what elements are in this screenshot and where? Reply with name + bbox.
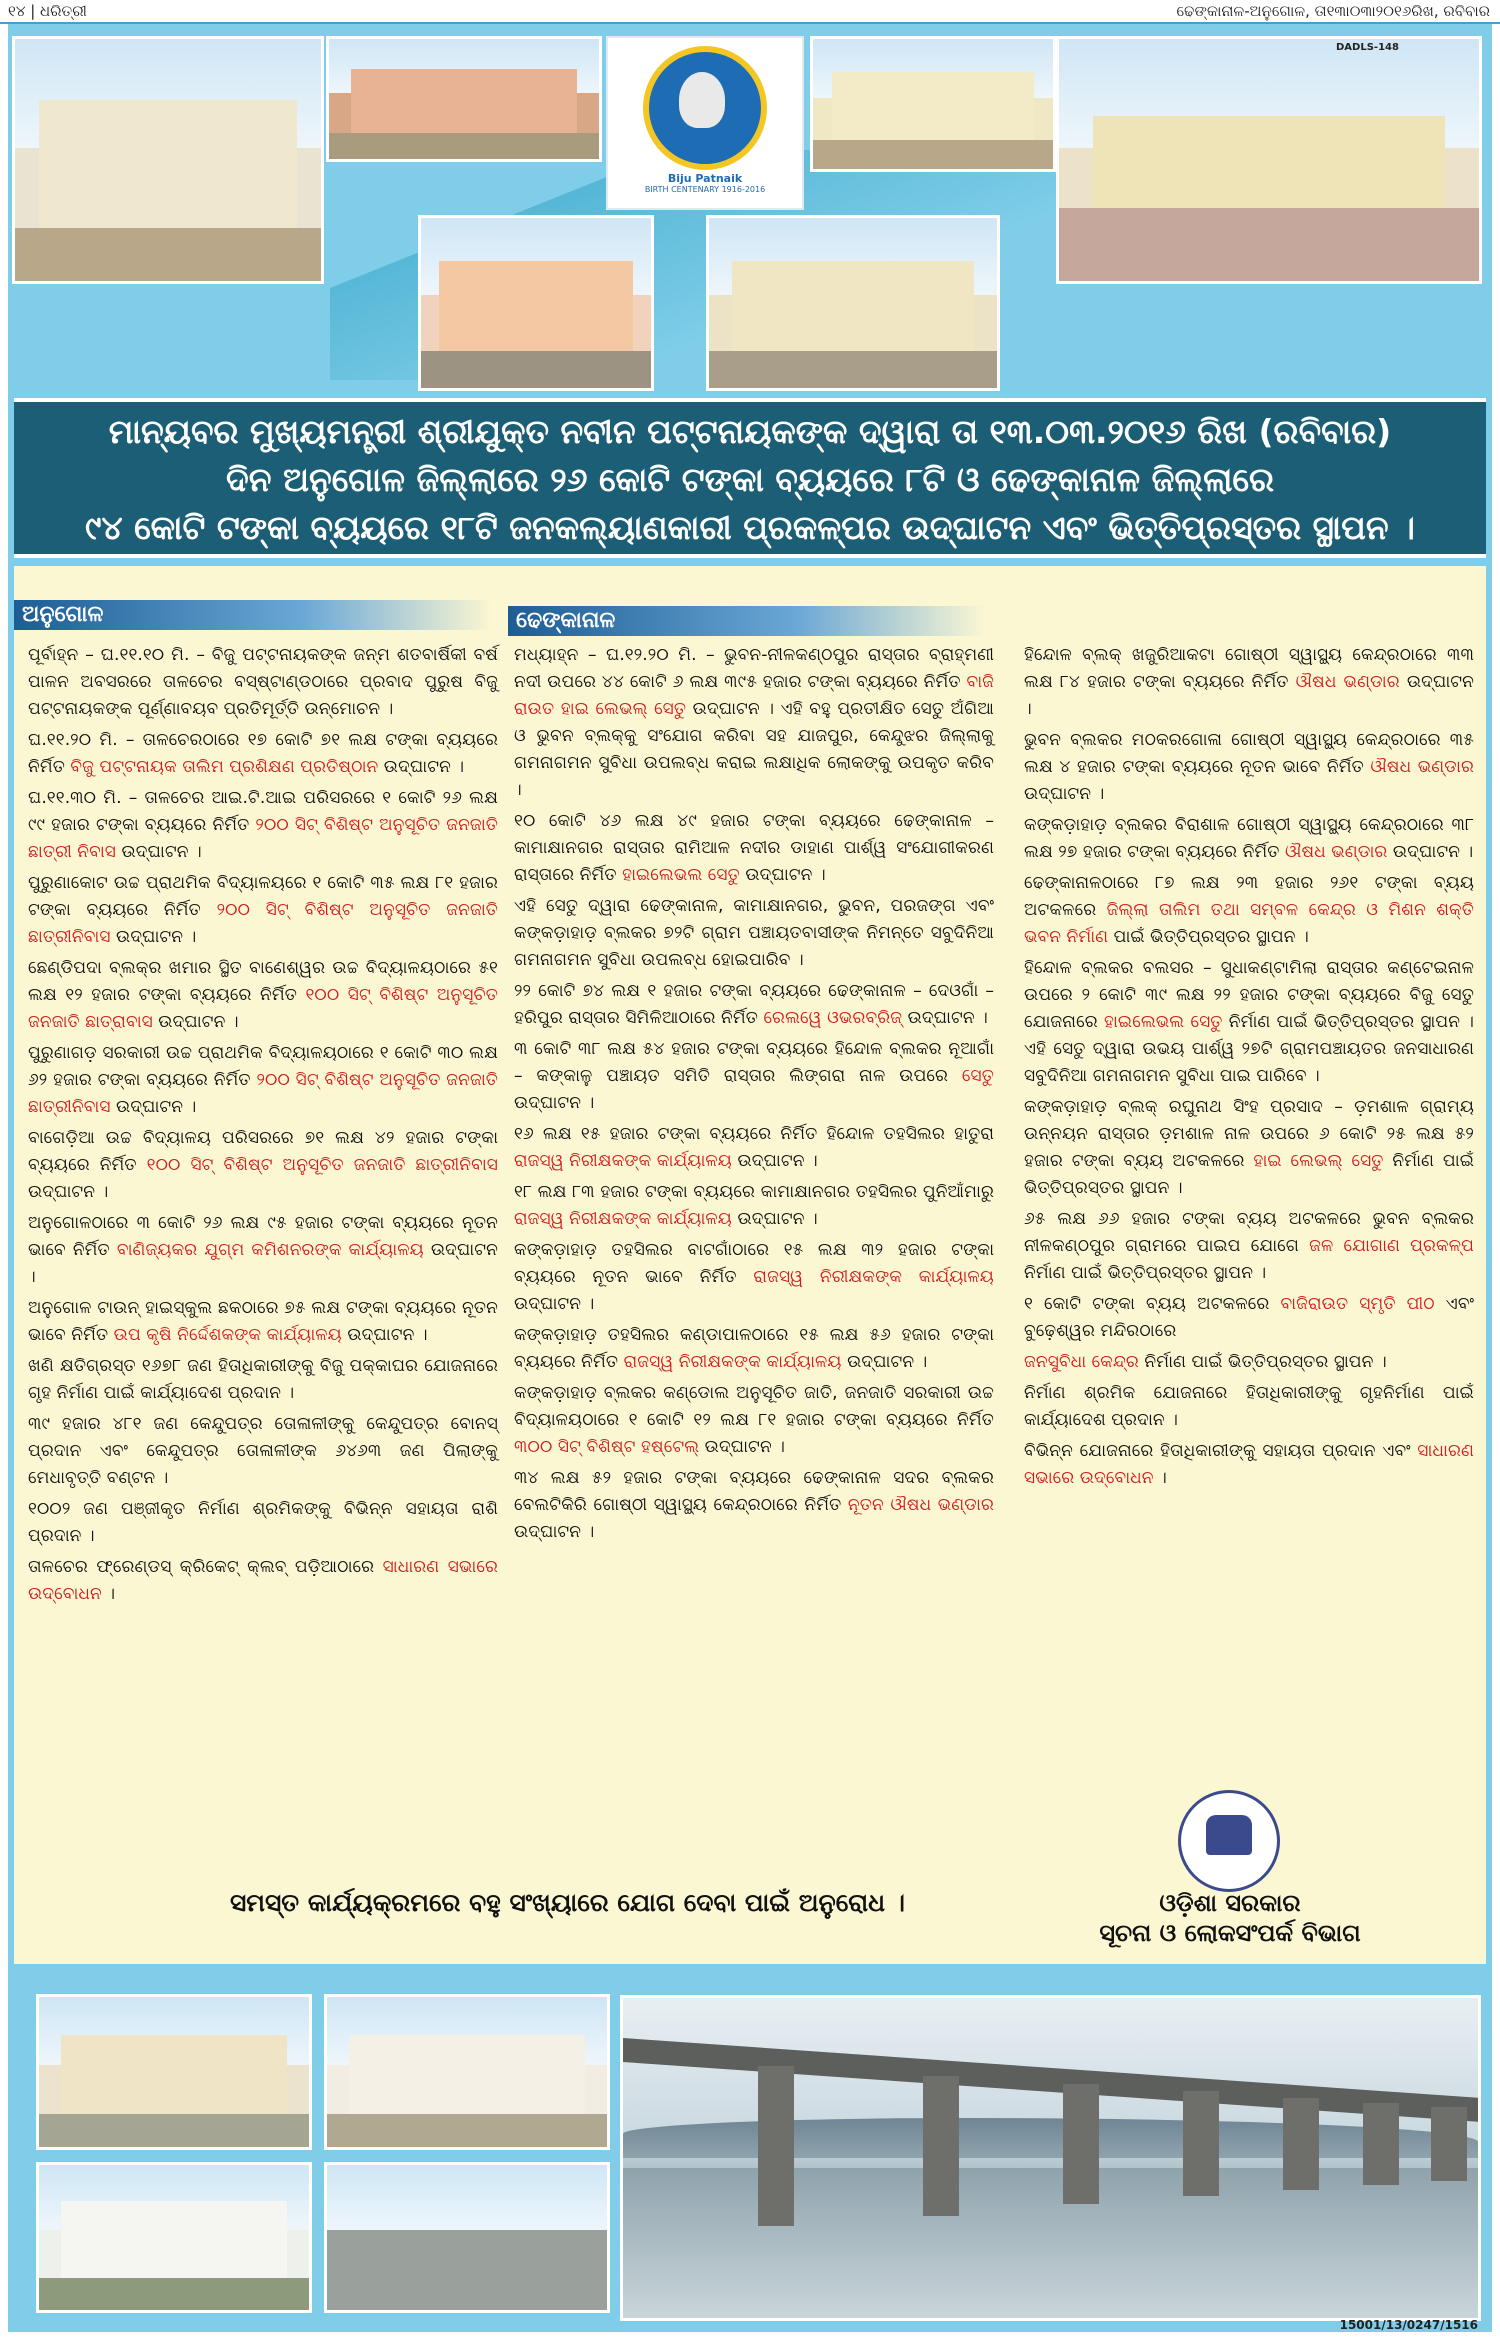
item-text: ପାଇଁ ଭିତ୍ତିପ୍ରସ୍ତର ସ୍ଥାପନ ।	[1108, 927, 1309, 947]
item-text: ଭୁବନ ବ୍ଲକର ମଠକରଗୋଳା ଗୋଷ୍ଠୀ ସ୍ୱାସ୍ଥ୍ୟ କେନ୍ଦ୍ରଠାରେ ୩୫ ଲକ୍ଷ ୪ ହଜାର ଟଙ୍କା ବ୍ୟୟରେ ନୂତନ ଭାବେ ନିର୍ମିତ	[1024, 730, 1474, 777]
item-text: ତାଳଚେର ଫ୍ରେଣ୍ଡସ୍ କ୍ରିକେଟ୍ କ୍ଲବ୍ ପଡ଼ିଆଠାରେ	[28, 1557, 383, 1577]
item-text: ଉଦ୍‌ଘାଟନ ।	[699, 1437, 785, 1457]
item-text: ଢେଙ୍କାନାଳଠାରେ ୮୭ ଲକ୍ଷ ୨୩ ହଜାର ୨୬୧ ଟଙ୍କା ବ୍ୟୟ ଅଟକଳରେ	[1024, 873, 1474, 920]
list-item	[514, 1121, 994, 1175]
item-text: ୩ କୋଟି ୩୮ ଲକ୍ଷ ୫୪ ହଜାର ଟଙ୍କା ବ୍ୟୟରେ ହିନ୍ଦୋଳ ବ୍ଲକର ନୂଆଗାଁ – କଙ୍କାଳୁ ପଞ୍ଚାୟତ ସମିତି ରାସ୍ତାର ଲିଙ୍ଗରା ନାଳ ଉପରେ	[514, 1039, 994, 1086]
item-text: କଙ୍କଡ଼ାହାଡ଼ ବ୍ଲକ୍ ରଘୁନାଥ ସିଂହ ପ୍ରସାଦ – ଡ଼ମଶାଳ ଗ୍ରାମ୍ୟ ଉନ୍ନୟନ ରାସ୍ତାର ଡ଼ମଶାଳ ନାଳ ଉପରେ ୬ କୋଟି ୨୫ ଲକ୍ଷ ୫୨ ହଜାର ଟଙ୍କା ବ୍ୟୟ ଅଟକଳରେ	[1024, 1097, 1474, 1171]
photo-building-6	[36, 1994, 312, 2150]
item-text: ଉଦ୍‌ଘାଟନ ।	[110, 927, 197, 947]
list-item	[514, 893, 994, 974]
headline-line-2: ଦିନ ଅନୁଗୋଳ ଜିଲ୍ଲାରେ ୨୬ କୋଟି ଟଙ୍କା ବ୍ୟୟରେ ୮ଟି ଓ ଢେଙ୍କାନାଳ ଜିଲ୍ଲାରେ	[226, 460, 1274, 499]
highlight-text: ୧୦୦ ସିଟ୍ ବିଶିଷ୍ଟ ଅନୁସୂଚିତ ଜନଜାତି ଛାତ୍ରାବାସ	[28, 985, 498, 1032]
department-name: ସୂଚନା ଓ ଲୋକସଂପର୍କ ବିଭାଗ	[1099, 1919, 1361, 1947]
highlight-text: ଜନସୁବିଧା କେନ୍ଦ୍ର	[1024, 1352, 1139, 1372]
highlight-text: ରାଜସ୍ୱ ନିରୀକ୍ଷକଙ୍କ କାର୍ଯ୍ୟାଳୟ	[623, 1352, 842, 1372]
highlight-text: ନୂତନ ଔଷଧ ଭଣ୍ଡାର	[847, 1495, 994, 1515]
item-text: ଏବଂ ବୁଢ଼େଶ୍ୱର ମନ୍ଦିରଠାରେ	[1024, 1294, 1474, 1341]
item-text: ଅନୁଗୋଳ ଟାଉନ୍ ହାଇସ୍କୁଲ ଛକଠାରେ ୭୫ ଲକ୍ଷ ଟଙ୍କା ବ୍ୟୟରେ ନୂତନ ଭାବେ ନିର୍ମିତ	[28, 1298, 498, 1345]
highlight-text: ୩୦୦ ସିଟ୍ ବିଶିଷ୍ଟ ହଷ୍ଟେଲ୍	[514, 1437, 700, 1457]
ad-code: DADLS-148	[1336, 42, 1399, 53]
item-text: ନିର୍ମାଣ ପାଇଁ ଭିତ୍ତିପ୍ରସ୍ତର ସ୍ଥାପନ ।	[1024, 1151, 1474, 1198]
item-text: ଘ.୧୧.୩୦ ମି. – ତାଳଚେର ଆଇ.ଟି.ଆଇ ପରିସରରେ ୧ କୋଟି ୨୬ ଲକ୍ଷ ୯୯ ହଜାର ଟଙ୍କା ବ୍ୟୟରେ ନିର୍ମିତ	[28, 788, 498, 835]
list-item	[1024, 1349, 1474, 1376]
item-text: ବିଭିନ୍ନ ଯୋଜନାରେ ହିତାଧିକାରୀଙ୍କୁ ସହାୟତା ପ୍ରଦାନ ଏବଂ	[1024, 1441, 1418, 1461]
list-item	[1024, 1206, 1474, 1287]
list-item	[28, 1411, 498, 1492]
item-text: ଛେଣ୍ଡିପଦା ବ୍ଲକ୍‌ର ଖମାର ସ୍ଥିତ ବାଣେଶ୍ୱର ଉଚ୍ଚ ବିଦ୍ୟାଳୟଠାରେ ୫୧ ଲକ୍ଷ ୧୨ ହଜାର ଟଙ୍କା ବ୍ୟୟରେ ନିର୍ମିତ	[28, 958, 498, 1005]
highlight-text: ରାଜସ୍ୱ ନିରୀକ୍ଷକଙ୍କ କାର୍ଯ୍ୟାଳୟ	[514, 1151, 732, 1171]
list-item	[514, 1237, 994, 1318]
item-text: ପୂର୍ବାହ୍ନ – ଘ.୧୧.୧୦ ମି. – ବିଜୁ ପଟ୍ଟନାୟକଙ୍କ ଜନ୍ମ ଶତବାର୍ଷିକୀ ବର୍ଷ ପାଳନ ଅବସରରେ ତାଳଚେର ବସ୍‌ଷ୍ଟାଣ୍ଡଠାରେ ପ୍ରବାଦ ପୁରୁଷ ବିଜୁ ପଟ୍ଟନାୟକଙ୍କ ପୂର୍ଣ୍ଣାବୟବ ପ୍ରତିମୂର୍ତ୍ତି ଉନ୍ମୋଚନ ।	[28, 645, 498, 719]
item-text: କଙ୍କଡ଼ାହାଡ଼ ତହସିଲର ବାଟଗାଁଠାରେ ୧୫ ଲକ୍ଷ ୩୨ ହଜାର ଟଙ୍କା ବ୍ୟୟରେ ନୂତନ ଭାବେ ନିର୍ମିତ	[514, 1240, 994, 1287]
list-item	[1024, 812, 1474, 866]
item-text: ଉଦ୍‌ଘାଟନ ।	[1024, 784, 1105, 804]
list-item	[28, 1125, 498, 1206]
dhenkanal-column-1	[514, 642, 994, 1550]
item-text: ୧୦ କୋଟି ୪୬ ଲକ୍ଷ ୪୯ ହଜାର ଟଙ୍କା ବ୍ୟୟରେ ଢେଙ୍କାନାଳ – କାମାକ୍ଷାନଗର ରାସ୍ତାର ରାମିଆଳ ନଦୀର ଡାହାଣ ପାର୍ଶ୍ୱ ସଂଯୋଗୀକରଣ ରାସ୍ତାରେ ନିର୍ମିତ	[514, 811, 994, 885]
item-text: ୧୮ ଲକ୍ଷ ୮୩ ହଜାର ଟଙ୍କା ବ୍ୟୟରେ କାମାକ୍ଷାନଗର ତହସିଲର ପୁନିଆଁମାରୁ	[514, 1182, 994, 1202]
logo-name: Biju Patnaik	[667, 172, 743, 185]
item-text: କଙ୍କଡ଼ାହାଡ଼ ବ୍ଲକର ବିରାଶାଳ ଗୋଷ୍ଠୀ ସ୍ୱାସ୍ଥ୍ୟ କେନ୍ଦ୍ରଠାରେ ୩୮ ଲକ୍ଷ ୨୭ ହଜାର ଟଙ୍କା ବ୍ୟୟରେ ନିର୍ମିତ	[1024, 815, 1474, 862]
highlight-text: ବିଜୁ ପଟ୍ଟନାୟକ ତାଲିମ ପ୍ରଶିକ୍ଷଣ ପ୍ରତିଷ୍ଠାନ	[70, 757, 379, 777]
dateline: ଢେଙ୍କାନାଳ-ଅନୁଗୋଳ, ତା୧୩ା୦୩ା୨୦୧୬ରିଖ, ରବିବାର	[1176, 2, 1490, 20]
dhenkanal-heading: ଢେଙ୍କାନାଳ	[508, 606, 986, 636]
dhenkanal-column-2	[1024, 642, 1474, 1496]
list-item	[514, 642, 994, 804]
odisha-government-emblem	[1178, 1790, 1280, 1892]
list-item	[514, 1179, 994, 1233]
list-item	[1024, 870, 1474, 951]
highlight-text: ଔଷଧ ଭଣ୍ଡାର	[1295, 672, 1400, 692]
photo-building-3	[810, 36, 1056, 172]
item-text: ଉଦ୍‌ଘାଟନ ।	[902, 1008, 988, 1028]
photo-building-8	[36, 2162, 312, 2313]
list-item	[1024, 1094, 1474, 1202]
list-item	[514, 1322, 994, 1376]
photo-building-4	[418, 215, 654, 391]
highlight-text: ଜିଲ୍ଲା ତାଲିମ ତଥା ସମ୍ବଳ କେନ୍ଦ୍ର ଓ ମିଶନ ଶକ୍ତି ଭବନ ନିର୍ମାଣ	[1024, 900, 1474, 947]
headline-line-1: ମାନ୍ୟବର ମୁଖ୍ୟମନ୍ତ୍ରୀ ଶ୍ରୀଯୁକ୍ତ ନବୀନ ପଟ୍ଟନାୟକଙ୍କ ଦ୍ୱାରା ତା ୧୩.୦୩.୨୦୧୬ ରିଖ (ରବିବାର)	[108, 412, 1392, 451]
photo-building-7	[324, 1994, 610, 2150]
item-text: ୩୯ ହଜାର ୪୮୧ ଜଣ କେନ୍ଦୁପତ୍ର ତୋଳାଳୀଙ୍କୁ କେନ୍ଦୁପତ୍ର ବୋନସ୍ ପ୍ରଦାନ ଏବଂ କେନ୍ଦୁପତ୍ର ତୋଳାଳୀଙ୍କ ୬୪୬୩ ଜଣ ପିଲାଙ୍କୁ ମେଧାବୃତ୍ତି ବଣ୍ଟନ ।	[28, 1414, 498, 1488]
highlight-text: ବାଣିଜ୍ୟକର ଯୁଗ୍ମ କମିଶନରଙ୍କ କାର୍ଯ୍ୟାଳୟ	[116, 1240, 424, 1260]
highlight-text: ୨୦୦ ସିଟ୍ ବିଶିଷ୍ଟ ଅନୁସୂଚିତ ଜନଜାତି ଛାତ୍ରୀନିବାସ	[28, 1070, 498, 1117]
item-text: ଘ.୧୧.୨୦ ମି. – ତାଳଚେରଠାରେ ୧୭ କୋଟି ୭୧ ଲକ୍ଷ ଟଙ୍କା ବ୍ୟୟରେ ନିର୍ମିତ	[28, 730, 498, 777]
item-text: ଉଦ୍‌ଘାଟନ ।	[514, 1294, 595, 1314]
item-text: ଉଦ୍‌ଘାଟନ ।	[378, 757, 465, 777]
item-text: ୩୪ ଲକ୍ଷ ୫୨ ହଜାର ଟଙ୍କା ବ୍ୟୟରେ ଢେଙ୍କାନାଳ ସଦର ବ୍ଲକର ବେଲଟିକିରି ଗୋଷ୍ଠୀ ସ୍ୱାସ୍ଥ୍ୟ କେନ୍ଦ୍ରଠାରେ ନିର୍ମିତ	[514, 1468, 994, 1515]
list-item	[1024, 727, 1474, 808]
highlight-text: ୨୦୦ ସିଟ୍ ବିଶିଷ୍ଟ ଅନୁସୂଚିତ ଜନଜାତି ଛାତ୍ରୀନିବାସ	[28, 900, 498, 947]
highlight-text: ହାଇଲେଭଲ ସେତୁ	[1103, 1012, 1223, 1032]
highlight-text: ସାଧାରଣ ସଭାରେ ଉଦ୍‌ବୋଧନ	[28, 1557, 498, 1604]
item-text: ଉଦ୍‌ଘାଟନ ।	[341, 1325, 428, 1345]
item-text: ଏହି ସେତୁ ଦ୍ୱାରା ଢେଙ୍କାନାଳ, କାମାକ୍ଷାନଗର, ଭୁବନ, ପରଜଙ୍ଗ ଏବଂ କଙ୍କଡ଼ାହାଡ଼ ବ୍ଲକର ୭୨ଟି ଗ୍ରାମ ପଞ୍ଚାୟତବାସୀଙ୍କ ନିମନ୍ତେ ସବୁଦିନିଆ ଗମନାଗମନ ସୁବିଧା ଉପଲବ୍ଧ ହୋଇପାରିବ ।	[514, 896, 994, 970]
list-item	[514, 1380, 994, 1461]
item-text: ଉଦ୍‌ଘାଟନ ।	[1024, 672, 1474, 719]
item-text: ଉଦ୍‌ଘାଟନ । ଏହି ବହୁ ପ୍ରତୀକ୍ଷିତ ସେତୁ ଅଁଗିଆ ଓ ଭୁବନ ବ୍ଲକ୍‌କୁ ସଂଯୋଗ କରିବା ସହ ଯାଜପୁର, କେନ୍ଦୁଝର ଜିଲ୍ଲାକୁ ଗମନାଗମନ ସୁବିଧା ଉପଲବ୍ଧ କରାଇ ଲକ୍ଷାଧିକ ଲୋକଙ୍କୁ ଉପକୃତ କରିବ ।	[514, 699, 994, 800]
item-text: ଉଦ୍‌ଘାଟନ ।	[1387, 842, 1474, 862]
item-text: ଉଦ୍‌ଘାଟନ ।	[116, 842, 202, 862]
item-text: ଉଦ୍‌ଘାଟନ ।	[732, 1209, 818, 1229]
item-text: ଉଦ୍‌ଘାଟନ ।	[110, 1097, 197, 1117]
item-text: ୧୦୦୨ ଜଣ ପଞ୍ଜୀକୃତ ନିର୍ମାଣ ଶ୍ରମିକଙ୍କୁ ବିଭିନ୍ନ ସହାୟତା ରାଶି ପ୍ରଦାନ ।	[28, 1499, 498, 1546]
headline-banner	[14, 398, 1486, 558]
item-text: ପୁରୁଣାକୋଟ ଉଚ୍ଚ ପ୍ରାଥମିକ ବିଦ୍ୟାଳୟରେ ୧ କୋଟି ୩୫ ଲକ୍ଷ ୮୧ ହଜାର ଟଙ୍କା ବ୍ୟୟରେ ନିର୍ମିତ	[28, 873, 498, 920]
item-text: ଅନୁଗୋଳଠାରେ ୩ କୋଟି ୨୬ ଲକ୍ଷ ୯୫ ହଜାର ଟଙ୍କା ବ୍ୟୟରେ ନୂତନ ଭାବେ ନିର୍ମିତ	[28, 1213, 498, 1260]
list-item	[514, 808, 994, 889]
item-text: ।	[101, 1584, 116, 1604]
page-number: ୧୪ | ଧରିତ୍ରୀ	[8, 2, 87, 20]
item-text: ବାଗେଡ଼ିଆ ଉଚ୍ଚ ବିଦ୍ୟାଳୟ ପରିସରରେ ୭୧ ଲକ୍ଷ ୪୨ ହଜାର ଟଙ୍କା ବ୍ୟୟରେ ନିର୍ମିତ	[28, 1128, 498, 1175]
list-item	[28, 1353, 498, 1407]
logo-emblem	[643, 46, 767, 170]
ad-reference: 15001/13/0247/1516	[1339, 2318, 1478, 2332]
item-text: ହିନ୍ଦୋଳ ବ୍ଲକର ବଲସର – ସୁଧାକଣ୍ଟାମିଲା ରାସ୍ତାର କଣ୍ଟେଇନାଳ ଉପରେ ୨ କୋଟି ୩୯ ଲକ୍ଷ ୨୨ ହଜାର ଟଙ୍କା ବ୍ୟୟରେ ବିଜୁ ସେତୁ ଯୋଜନାରେ	[1024, 958, 1474, 1032]
item-text: ଉଦ୍‌ଘାଟନ ।	[514, 1522, 595, 1542]
item-text: ଉଦ୍‌ଘାଟନ ।	[152, 1012, 239, 1032]
list-item	[514, 1465, 994, 1546]
highlight-text: ସେତୁ	[961, 1066, 994, 1086]
item-text: ୨୨ କୋଟି ୭୪ ଲକ୍ଷ ୧ ହଜାର ଟଙ୍କା ବ୍ୟୟରେ ଢେଙ୍କାନାଳ – ଦେଓଗାଁ – ହରିପୁର ରାସ୍ତାର ସିମିଳିଆଠାରେ ନିର୍ମିତ	[514, 981, 994, 1028]
highlight-text: ହାଇ ଲେଭଲ୍ ସେତୁ	[1253, 1151, 1384, 1171]
item-text: ଉଦ୍‌ଘାଟନ ।	[514, 1093, 595, 1113]
item-text: ପୁରୁଣାଗଡ଼ ସରକାରୀ ଉଚ୍ଚ ପ୍ରାଥମିକ ବିଦ୍ୟାଳୟଠାରେ ୧ କୋଟି ୩୦ ଲକ୍ଷ ୬୨ ହଜାର ଟଙ୍କା ବ୍ୟୟରେ ନିର୍ମିତ	[28, 1043, 498, 1090]
highlight-text: ରେଲୱେ ଓଭରବ୍ରିଜ୍	[763, 1008, 903, 1028]
photo-building-1	[12, 36, 324, 284]
item-text: ମଧ୍ୟାହ୍ନ – ଘ.୧୨.୨୦ ମି. – ଭୁବନ-ନୀଳକଣ୍ଠପୁର ରାସ୍ତାର ବ୍ରାହ୍ମଣୀ ନଦୀ ଉପରେ ୪୪ କୋଟି ୬ ଲକ୍ଷ ୩୯୫ ହଜାର ଟଙ୍କା ବ୍ୟୟରେ ନିର୍ମିତ	[514, 645, 994, 692]
item-text: ଉଦ୍‌ଘାଟନ ।	[841, 1352, 928, 1372]
item-text: ଉଦ୍‌ଘାଟନ ।	[739, 865, 826, 885]
list-item	[28, 1496, 498, 1550]
highlight-text: ୧୦୦ ସିଟ୍ ବିଶିଷ୍ଟ ଅନୁସୂଚିତ ଜନଜାତି ଛାତ୍ରୀନିବାସ	[146, 1155, 498, 1175]
item-text: ନିର୍ମାଣ ପାଇଁ ଭିତ୍ତିପ୍ରସ୍ତର ସ୍ଥାପନ । ଏହି ସେତୁ ଦ୍ୱାରା ଉଭୟ ପାର୍ଶ୍ୱ ୨୭ଟି ଗ୍ରାମପଞ୍ଚାୟତର ଜନସାଧାରଣ ସବୁଦିନିଆ ଗମନାଗମନ ସୁବିଧା ପାଇ ପାରିବେ ।	[1024, 1012, 1474, 1086]
list-item	[1024, 1380, 1474, 1434]
item-text: ହିନ୍ଦୋଳ ବ୍ଲକ୍ ଖଜୁରିଆକଟା ଗୋଷ୍ଠୀ ସ୍ୱାସ୍ଥ୍ୟ କେନ୍ଦ୍ରଠାରେ ୩୩ ଲକ୍ଷ ୮୪ ହଜାର ଟଙ୍କା ବ୍ୟୟରେ ନିର୍ମିତ	[1024, 645, 1474, 692]
list-item	[28, 642, 498, 723]
photo-institute	[1056, 36, 1482, 284]
highlight-text: ରାଜସ୍ୱ ନିରୀକ୍ଷକଙ୍କ କାର୍ଯ୍ୟାଳୟ	[514, 1209, 732, 1229]
item-text: ନିର୍ମାଣ ଶ୍ରମିକ ଯୋଜନାରେ ହିତାଧିକାରୀଙ୍କୁ ଗୃହନିର୍ମାଣ ପାଇଁ କାର୍ଯ୍ୟାଦେଶ ପ୍ରଦାନ ।	[1024, 1383, 1474, 1430]
item-text: କଙ୍କଡ଼ାହାଡ଼ ତହସିଲର କଣ୍ଡାପାଳଠାରେ ୧୫ ଲକ୍ଷ ୫୬ ହଜାର ଟଙ୍କା ବ୍ୟୟରେ ନିର୍ମିତ	[514, 1325, 994, 1372]
highlight-text: ସାଧାରଣ ସଭାରେ ଉଦ୍‌ବୋଧନ	[1024, 1441, 1474, 1488]
highlight-text: ଔଷଧ ଭଣ୍ଡାର	[1284, 842, 1388, 862]
list-item	[28, 1040, 498, 1121]
appeal-text: ସମସ୍ତ କାର୍ଯ୍ୟକ୍ରମରେ ବହୁ ସଂଖ୍ୟାରେ ଯୋଗ ଦେବା ପାଇଁ ଅନୁରୋଧ ।	[230, 1888, 906, 1917]
highlight-text: ଜଳ ଯୋଗାଣ ପ୍ରକଳ୍ପ	[1309, 1236, 1474, 1256]
item-text: ୬୫ ଲକ୍ଷ ୬୬ ହଜାର ଟଙ୍କା ବ୍ୟୟ ଅଟକଳରେ ଭୁବନ ବ୍ଲକର ନୀଳକଣ୍ଠପୁର ଗ୍ରାମରେ ପାଇପ ଯୋଗେ	[1024, 1209, 1474, 1256]
highlight-text: ହାଇଲେଭଲ ସେତୁ	[622, 865, 740, 885]
list-item	[28, 955, 498, 1036]
list-item	[1024, 1291, 1474, 1345]
item-text: ଉଦ୍‌ଘାଟନ ।	[28, 1240, 498, 1287]
government-name: ଓଡ଼ିଶା ସରକାର	[1159, 1889, 1301, 1917]
highlight-text: ରାଜସ୍ୱ ନିରୀକ୍ଷକଙ୍କ କାର୍ଯ୍ୟାଳୟ	[753, 1267, 994, 1287]
highlight-text: ବାଜିରାଉତ ସ୍ମୃତି ପୀଠ	[1280, 1294, 1435, 1314]
item-text: ୧ କୋଟି ଟଙ୍କା ବ୍ୟୟ ଅଟକଳରେ	[1024, 1294, 1281, 1314]
biju-centenary-logo	[606, 36, 804, 210]
item-text: ଉଦ୍‌ଘାଟନ ।	[28, 1182, 109, 1202]
angul-heading: ଅନୁଗୋଳ	[14, 600, 492, 630]
item-text: ନିର୍ମାଣ ପାଇଁ ଭିତ୍ତିପ୍ରସ୍ତର ସ୍ଥାପନ ।	[1024, 1263, 1267, 1283]
item-text: ଖଣି କ୍ଷତିଗ୍ରସ୍ତ ୧୬୭୮ ଜଣ ହିତାଧିକାରୀଙ୍କୁ ବିଜୁ ପକ୍କାଘର ଯୋଜନାରେ ଗୃହ ନିର୍ମାଣ ପାଇଁ କାର୍ଯ୍ୟାଦେଶ ପ୍ରଦାନ ।	[28, 1356, 498, 1403]
list-item	[1024, 642, 1474, 723]
list-item	[28, 1554, 498, 1608]
highlight-text: ଉପ କୃଷି ନିର୍ଦ୍ଦେଶକଙ୍କ କାର୍ଯ୍ୟାଳୟ	[113, 1325, 342, 1345]
item-text: ନିର୍ମାଣ ପାଇଁ ଭିତ୍ତିପ୍ରସ୍ତର ସ୍ଥାପନ ।	[1138, 1352, 1387, 1372]
list-item	[28, 1295, 498, 1349]
government-credit	[1080, 1888, 1380, 1948]
list-item	[28, 727, 498, 781]
list-item	[514, 978, 994, 1032]
photo-bridge-road	[324, 2162, 610, 2313]
headline-line-3: ୯୪ କୋଟି ଟଙ୍କା ବ୍ୟୟରେ ୧୮ଟି ଜନକଲ୍ୟାଣକାରୀ ପ୍ରକଳ୍ପର ଉଦ୍‌ଘାଟନ ଏବଂ ଭିତ୍ତିପ୍ରସ୍ତର ସ୍ଥାପନ ।	[85, 508, 1415, 547]
list-item	[28, 870, 498, 951]
logo-subtitle: BIRTH CENTENARY 1916-2016	[644, 185, 766, 194]
list-item	[28, 1210, 498, 1291]
photo-bridge-river	[620, 1995, 1481, 2321]
item-text: ।	[1153, 1468, 1167, 1488]
list-item	[1024, 1438, 1474, 1492]
content-body	[14, 566, 1486, 1964]
highlight-text: ଔଷଧ ଭଣ୍ଡାର	[1370, 757, 1474, 777]
angul-column	[28, 642, 498, 1612]
list-item	[28, 785, 498, 866]
item-text: ଉଦ୍‌ଘାଟନ ।	[732, 1151, 818, 1171]
highlight-text: ବାଜି ରାଉତ ହାଇ ଲେଭଲ୍ ସେତୁ	[514, 672, 994, 719]
list-item	[1024, 955, 1474, 1090]
photo-building-2	[326, 36, 602, 162]
item-text: କଙ୍କଡ଼ାହାଡ଼ ବ୍ଲକର କଣ୍ଡୋଲ ଅନୁସୂଚିତ ଜାତି, ଜନଜାତି ସରକାରୀ ଉଚ୍ଚ ବିଦ୍ୟାଳୟଠାରେ ୧ କୋଟି ୧୨ ଲକ୍ଷ ୮୧ ହଜାର ଟଙ୍କା ବ୍ୟୟରେ ନିର୍ମିତ	[514, 1383, 994, 1430]
list-item	[514, 1036, 994, 1117]
highlight-text: ୨୦୦ ସିଟ୍ ବିଶିଷ୍ଟ ଅନୁସୂଚିତ ଜନଜାତି ଛାତ୍ରୀ ନିବାସ	[28, 815, 498, 862]
photo-building-5	[706, 215, 1000, 391]
item-text: ୧୬ ଲକ୍ଷ ୧୫ ହଜାର ଟଙ୍କା ବ୍ୟୟରେ ନିର୍ମିତ ହିନ୍ଦୋଳ ତହସିଲର ହାତୁରା	[514, 1124, 994, 1144]
top-strip	[0, 0, 1500, 24]
